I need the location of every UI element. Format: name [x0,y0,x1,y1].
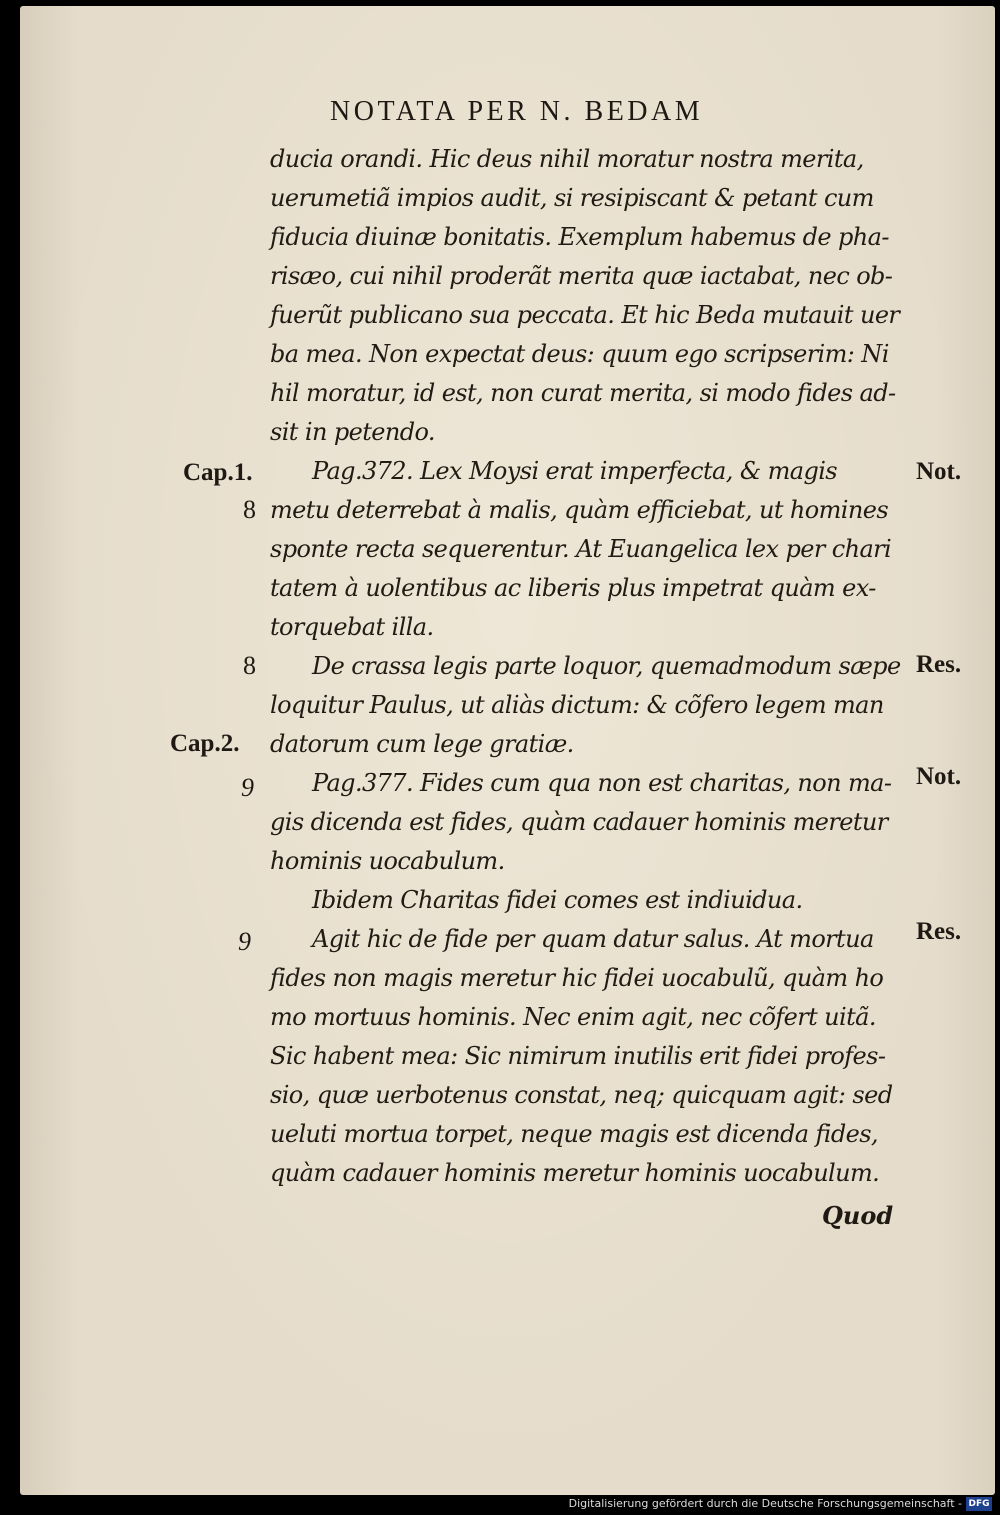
margin-note-not: Not. [916,458,962,485]
text-line: Pag.372. Lex Moysi erat imperfecta, & magis [312,457,838,485]
text-line: uerumetiã impios audit, si resipiscant & petant cum [270,184,874,212]
text-line: datorum cum lege gratiæ. [270,730,574,758]
text-line: hil moratur, id est, non curat merita, si modo fides ad- [270,379,896,407]
margin-chapter-1: Cap.1. [183,459,253,486]
text-line: ba mea. Non expectat deus: quum ego scripserim: Ni [270,340,889,368]
margin-chapter-2: Cap.2. [170,730,240,757]
text-line: ueluti mortua torpet, neque magis est dicenda fides, [270,1120,878,1148]
text-line: Sic habent mea: Sic nimirum inutilis erit fidei profes- [270,1042,886,1070]
dfg-logo-icon: DFG [966,1497,992,1511]
text-line: metu deterrebat à malis, quàm efficiebat, ut homines [270,496,889,524]
text-line: quàm cadauer hominis meretur hominis uocabulum. [270,1159,880,1187]
text-line: gis dicenda est fides, quàm cadauer hominis meretur [270,808,888,836]
text-line: torquebat illa. [270,613,434,641]
text-line: hominis uocabulum. [270,847,505,875]
margin-number: 8 [243,651,256,680]
text-line: tatem à uolentibus ac liberis plus impetrat quàm ex- [270,574,876,602]
text-line: Ibidem Charitas fidei comes est indiuidua. [312,886,803,914]
text-line: sit in petendo. [270,418,435,446]
text-line: Agit hic de fide per quam datur salus. At mortua [312,925,874,953]
margin-number: 8 [243,495,256,524]
digitization-credit: Digitalisierung gefördert durch die Deutsche Forschungsgemeinschaft - [568,1497,962,1510]
margin-note-res: Res. [916,651,962,678]
margin-note-res: Res. [916,918,962,945]
margin-number: 9 [238,927,251,956]
margin-note-not: Not. [916,763,962,790]
text-line: fiducia diuinæ bonitatis. Exemplum habemus de pha- [270,223,889,251]
text-line: sponte recta sequerentur. At Euangelica lex per chari [270,535,892,563]
text-line: ducia orandi. Hic deus nihil moratur nostra merita, [270,145,864,173]
text-line: loquitur Paulus, ut aliàs dictum: & cõfero legem man [270,691,884,719]
running-title: NOTATA PER N. BEDAM [330,96,704,127]
catchword: Quod [822,1201,894,1230]
text-line: fuerũt publicano sua peccata. Et hic Beda mutauit uer [270,301,900,329]
text-line: sio, quæ uerbotenus constat, neq; quicquam agit: sed [270,1081,893,1109]
text-line: fides non magis meretur hic fidei uocabulũ, quàm ho [270,964,884,992]
margin-number: 9 [241,773,254,802]
text-line: Pag.377. Fides cum qua non est charitas, non ma- [312,769,892,797]
text-line: De crassa legis parte loquor, quemadmodum sæpe [312,652,901,680]
text-line: risæo, cui nihil proderãt merita quæ iactabat, nec ob- [270,262,893,290]
text-line: mo mortuus hominis. Nec enim agit, nec cõfert uitã. [270,1003,876,1031]
